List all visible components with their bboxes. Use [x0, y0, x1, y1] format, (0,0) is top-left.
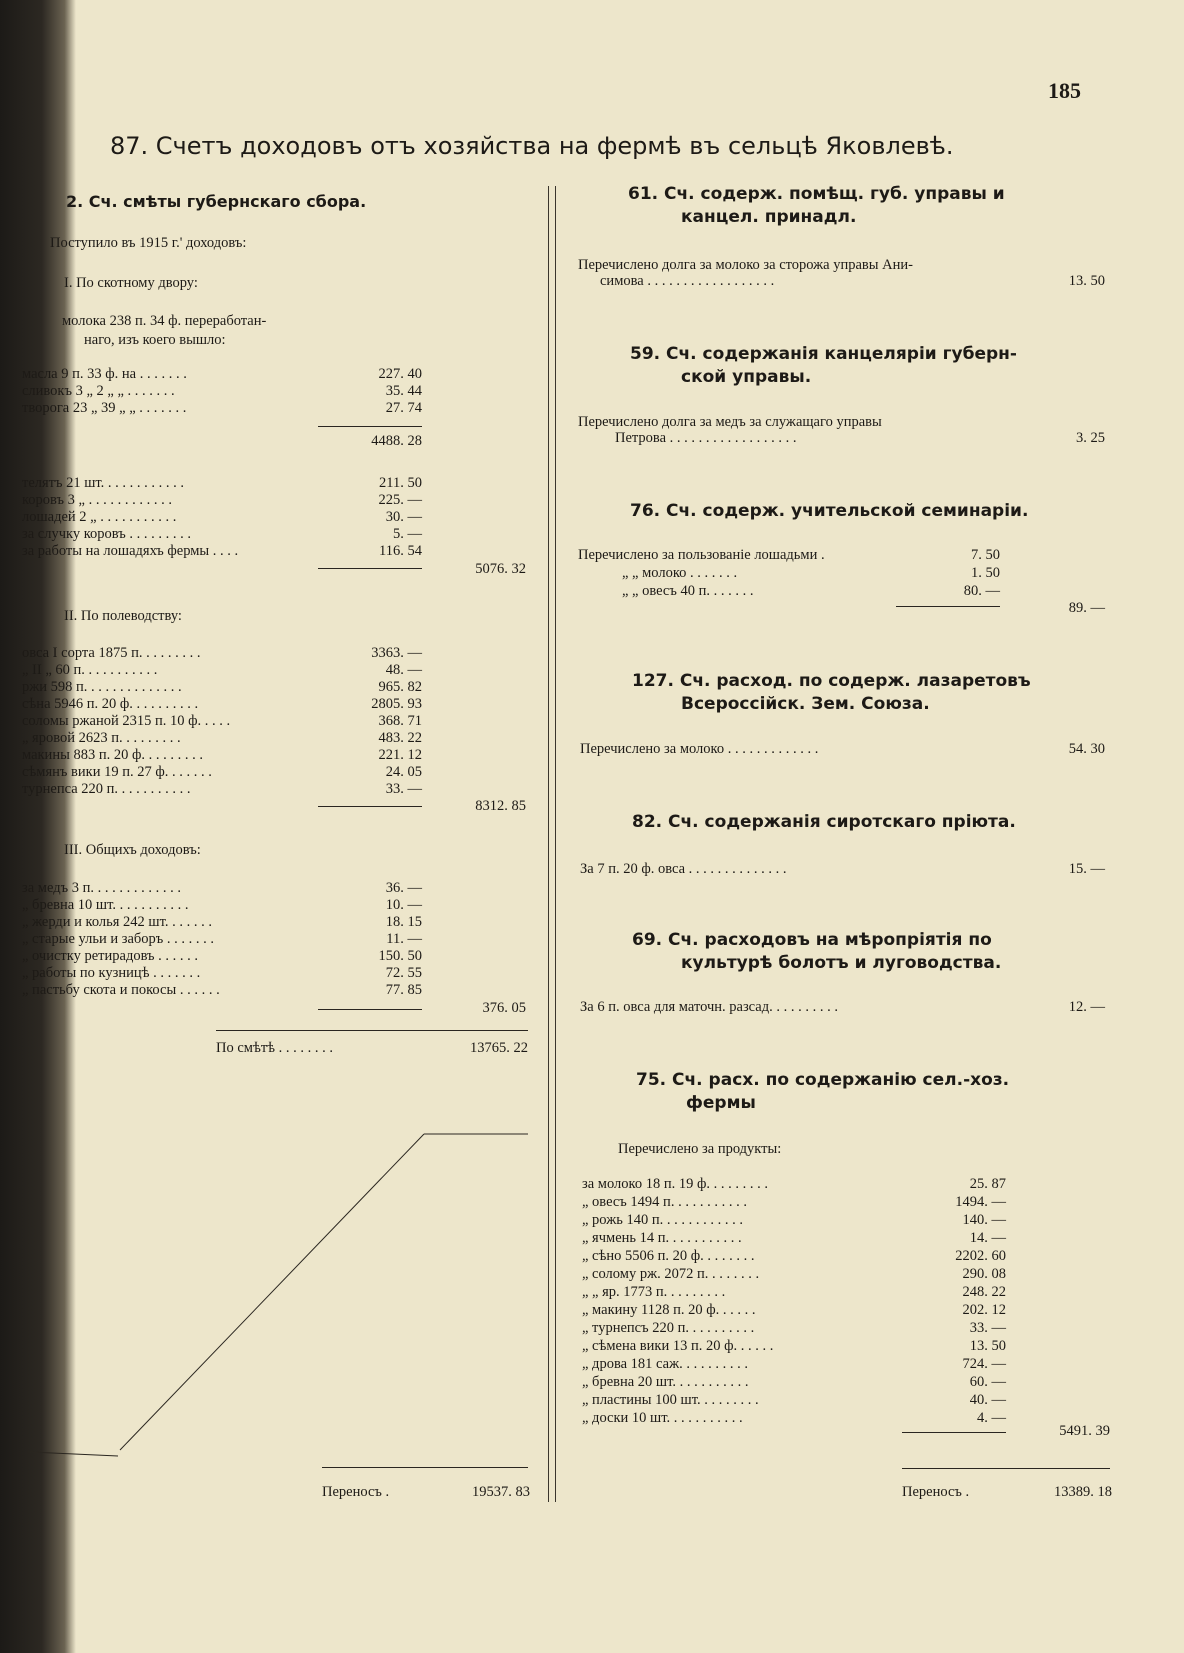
- ledger-row: [622, 565, 1000, 582]
- row-value: 1494. —: [955, 1194, 1006, 1210]
- section-heading: 59. Сч. содержанія канцеляріи губерн-: [630, 344, 1017, 364]
- ledger-row: [622, 583, 1000, 600]
- ledger-row: [582, 1230, 1006, 1247]
- section-title: II. По полеводству:: [64, 608, 182, 624]
- row-label: Переносъ .: [322, 1484, 390, 1500]
- row-value: 36. —: [385, 880, 422, 896]
- ledger-row: [600, 273, 1105, 290]
- ledger-row: [582, 1212, 1006, 1229]
- section-heading: ской управы.: [681, 367, 812, 387]
- row-value: 3. 25: [1076, 430, 1105, 446]
- row-label: За 7 п. 20 ф. овса . . . . . . . . . . . . . .: [580, 861, 787, 877]
- row-label: „ пластины 100 шт. . . . . . . . .: [582, 1392, 759, 1408]
- row-label: По смѣтѣ . . . . . . . .: [216, 1040, 334, 1056]
- section-total: 376. 05: [482, 1000, 526, 1016]
- ledger-row: [578, 547, 1000, 564]
- row-value: 140. —: [962, 1212, 1006, 1228]
- section-heading: 69. Сч. расходовъ на мѣропріятія по: [632, 930, 992, 950]
- row-label: турнепса 220 п. . . . . . . . . . .: [22, 781, 191, 797]
- section-total: 5076. 32: [475, 561, 526, 577]
- page-number: 185: [1048, 78, 1081, 103]
- row-label: за работы на лошадяхъ фермы . . . .: [22, 543, 239, 559]
- row-value: 13389. 18: [1054, 1484, 1112, 1500]
- carry-row: [322, 1484, 530, 1501]
- row-value: 35. 44: [385, 383, 422, 399]
- row-value: 227. 40: [378, 366, 422, 382]
- section-heading: 75. Сч. расх. по содержанію сел.-хоз.: [636, 1070, 1010, 1090]
- sum-rule: [902, 1468, 1110, 1469]
- row-value: 1. 50: [971, 565, 1000, 581]
- ledger-row: [582, 1374, 1006, 1391]
- row-value: 2805. 93: [371, 696, 422, 712]
- row-label: симова . . . . . . . . . . . . . . . . . .: [600, 273, 775, 289]
- entry-text: Перечислено за продукты:: [618, 1141, 782, 1157]
- row-value: 24. 05: [385, 764, 422, 780]
- section-title: III. Общихъ доходовъ:: [64, 842, 201, 858]
- ledger-row: [582, 1410, 1006, 1427]
- row-value: 368. 71: [378, 713, 422, 729]
- row-label: „ „ молоко . . . . . . .: [622, 565, 738, 581]
- row-label: сѣмянъ вики 19 п. 27 ф. . . . . . .: [22, 764, 212, 780]
- row-label: „ пастьбу скота и покосы . . . . . .: [22, 982, 220, 998]
- ledger-row: [582, 1338, 1006, 1355]
- row-value: 77. 85: [385, 982, 422, 998]
- row-value: 27. 74: [385, 400, 422, 416]
- row-label: „ работы по кузницѣ . . . . . . .: [22, 965, 201, 981]
- row-label: „ дрова 181 саж. . . . . . . . . .: [582, 1356, 748, 1372]
- row-label: „ бревна 20 шт. . . . . . . . . . .: [582, 1374, 749, 1390]
- row-label: „ макину 1128 п. 20 ф. . . . . .: [582, 1302, 756, 1318]
- row-label: „ старые ульи и заборъ . . . . . . .: [22, 931, 215, 947]
- row-label: сѣна 5946 п. 20 ф. . . . . . . . . .: [22, 696, 199, 712]
- row-value: 40. —: [969, 1392, 1006, 1408]
- row-label: Переносъ .: [902, 1484, 970, 1500]
- row-label: телятъ 21 шт. . . . . . . . . . . .: [22, 475, 185, 491]
- row-label: творога 23 „ 39 „ „ . . . . . . .: [22, 400, 187, 416]
- ledger-row: [580, 741, 1105, 758]
- row-label: „ сѣно 5506 п. 20 ф. . . . . . . .: [582, 1248, 755, 1264]
- row-label: „ турнепсъ 220 п. . . . . . . . . .: [582, 1320, 755, 1336]
- ledger-row: [582, 1176, 1006, 1193]
- row-value: 19537. 83: [472, 1484, 530, 1500]
- row-value: 30. —: [385, 509, 422, 525]
- row-value: 12. —: [1068, 999, 1105, 1015]
- row-value: 7. 50: [971, 547, 1000, 563]
- row-value: 116. 54: [379, 543, 422, 559]
- row-label: овса I сорта 1875 п. . . . . . . . .: [22, 645, 201, 661]
- row-label: „ жерди и колья 242 шт. . . . . . .: [22, 914, 212, 930]
- sum-rule: [896, 606, 1000, 607]
- row-label: „ сѣмена вики 13 п. 20 ф. . . . . .: [582, 1338, 774, 1354]
- received-label: Поступило въ 1915 г.' доходовъ:: [50, 235, 247, 251]
- row-label: „ овесъ 1494 п. . . . . . . . . . .: [582, 1194, 747, 1210]
- row-value: 18. 15: [385, 914, 422, 930]
- section-heading: 127. Сч. расход. по содерж. лазаретовъ: [632, 671, 1031, 691]
- row-label: сливокъ 3 „ 2 „ „ . . . . . . .: [22, 383, 175, 399]
- row-label: „ яровой 2623 п. . . . . . . . .: [22, 730, 181, 746]
- section-heading: 61. Сч. содерж. помѣщ. губ. управы и: [628, 184, 1005, 204]
- row-value: 290. 08: [962, 1266, 1006, 1282]
- row-label: „ ячмень 14 п. . . . . . . . . . .: [582, 1230, 742, 1246]
- row-value: 10. —: [385, 897, 422, 913]
- section-heading: фермы: [686, 1093, 756, 1113]
- row-value: 72. 55: [385, 965, 422, 981]
- ledger-row: [582, 1266, 1006, 1283]
- row-value: 221. 12: [378, 747, 422, 763]
- subtotal: 4488. 28: [371, 433, 422, 449]
- left-heading: 2. Сч. смѣты губернскаго сбора.: [66, 192, 367, 211]
- ledger-row: [582, 1302, 1006, 1319]
- row-label: ржи 598 п. . . . . . . . . . . . . .: [22, 679, 182, 695]
- row-value: 225. —: [378, 492, 422, 508]
- ledger-row: [615, 430, 1105, 447]
- row-value: 11. —: [386, 931, 422, 947]
- row-value: 33. —: [969, 1320, 1006, 1336]
- row-value: 4. —: [977, 1410, 1006, 1426]
- ledger-row: [582, 1284, 1006, 1301]
- row-value: 3363. —: [371, 645, 422, 661]
- row-label: „ „ яр. 1773 п. . . . . . . . .: [582, 1284, 726, 1300]
- entry-text: Перечислено долга за молоко за сторожа управы Ани-: [578, 257, 913, 273]
- section-title: I. По скотному двору:: [64, 275, 198, 291]
- milk-line: наго, изъ коего вышло:: [84, 332, 226, 348]
- section-heading: 82. Сч. содержанія сиротскаго пріюта.: [632, 812, 1016, 832]
- row-label: „ рожь 140 п. . . . . . . . . . . .: [582, 1212, 743, 1228]
- section-total: 5491. 39: [1059, 1423, 1110, 1439]
- row-label: Петрова . . . . . . . . . . . . . . . . . .: [615, 430, 797, 446]
- carry-row: [902, 1484, 1112, 1501]
- row-value: 13. 50: [969, 1338, 1006, 1354]
- row-value: 13765. 22: [470, 1040, 528, 1056]
- row-label: за случку коровъ . . . . . . . . .: [22, 526, 192, 542]
- row-value: 14. —: [969, 1230, 1006, 1246]
- row-label: коровъ 3 „ . . . . . . . . . . . .: [22, 492, 172, 508]
- row-label: Перечислено за пользованіе лошадьми .: [578, 547, 825, 563]
- section-total: 89. —: [1068, 600, 1105, 616]
- row-value: 965. 82: [378, 679, 422, 695]
- row-label: макины 883 п. 20 ф. . . . . . . . .: [22, 747, 203, 763]
- ledger-row: [580, 999, 1105, 1016]
- row-value: 48. —: [385, 662, 422, 678]
- page-title: 87. Счетъ доходовъ отъ хозяйства на фермѣ въ сельцѣ Яковлевѣ.: [110, 132, 954, 160]
- section-heading: 76. Сч. содерж. учительской семинаріи.: [630, 501, 1029, 521]
- ledger-row: [582, 1356, 1006, 1373]
- section-heading: культурѣ болотъ и луговодства.: [681, 953, 1002, 973]
- ledger-row: [582, 1392, 1006, 1409]
- row-label: Перечислено за молоко . . . . . . . . . . . . .: [580, 741, 819, 757]
- row-label: „ очистку ретирадовъ . . . . . .: [22, 948, 199, 964]
- ledger-row: [580, 861, 1105, 878]
- row-value: 202. 12: [962, 1302, 1006, 1318]
- row-value: 724. —: [962, 1356, 1006, 1372]
- row-label: „ II „ 60 п. . . . . . . . . . .: [22, 662, 158, 678]
- section-total: 8312. 85: [475, 798, 526, 814]
- row-value: 483. 22: [378, 730, 422, 746]
- row-value: 211. 50: [379, 475, 422, 491]
- row-value: 150. 50: [378, 948, 422, 964]
- row-label: „ доски 10 шт. . . . . . . . . . .: [582, 1410, 743, 1426]
- row-value: 60. —: [969, 1374, 1006, 1390]
- entry-text: Перечислено долга за медъ за служащаго управы: [578, 414, 882, 430]
- sum-rule: [902, 1432, 1006, 1433]
- section-heading: Всероссійск. Зем. Союза.: [681, 694, 930, 714]
- row-value: 54. 30: [1068, 741, 1105, 757]
- row-label: за медъ 3 п. . . . . . . . . . . . .: [22, 880, 181, 896]
- row-label: За 6 п. овса для маточн. разсад. . . . . . . . . .: [580, 999, 838, 1015]
- row-value: 33. —: [385, 781, 422, 797]
- row-value: 13. 50: [1068, 273, 1105, 289]
- row-value: 2202. 60: [955, 1248, 1006, 1264]
- row-label: „ солому рж. 2072 п. . . . . . . .: [582, 1266, 760, 1282]
- row-value: 15. —: [1068, 861, 1105, 877]
- row-value: 25. 87: [969, 1176, 1006, 1192]
- row-label: „ бревна 10 шт. . . . . . . . . . .: [22, 897, 189, 913]
- row-value: 80. —: [963, 583, 1000, 599]
- row-label: соломы ржаной 2315 п. 10 ф. . . . .: [22, 713, 231, 729]
- row-label: лошадей 2 „ . . . . . . . . . . .: [22, 509, 177, 525]
- row-label: „ „ овесъ 40 п. . . . . . .: [622, 583, 754, 599]
- row-label: масла 9 п. 33 ф. на . . . . . . .: [22, 366, 187, 382]
- section-heading: канцел. принадл.: [681, 207, 857, 227]
- row-label: за молоко 18 п. 19 ф. . . . . . . . .: [582, 1176, 768, 1192]
- ledger-row: [582, 1320, 1006, 1337]
- sum-rule: [322, 1467, 528, 1468]
- ledger-row: [582, 1194, 1006, 1211]
- row-value: 248. 22: [962, 1284, 1006, 1300]
- milk-line: молока 238 п. 34 ф. переработан-: [62, 313, 267, 329]
- ledger-row: [582, 1248, 1006, 1265]
- row-value: 5. —: [393, 526, 422, 542]
